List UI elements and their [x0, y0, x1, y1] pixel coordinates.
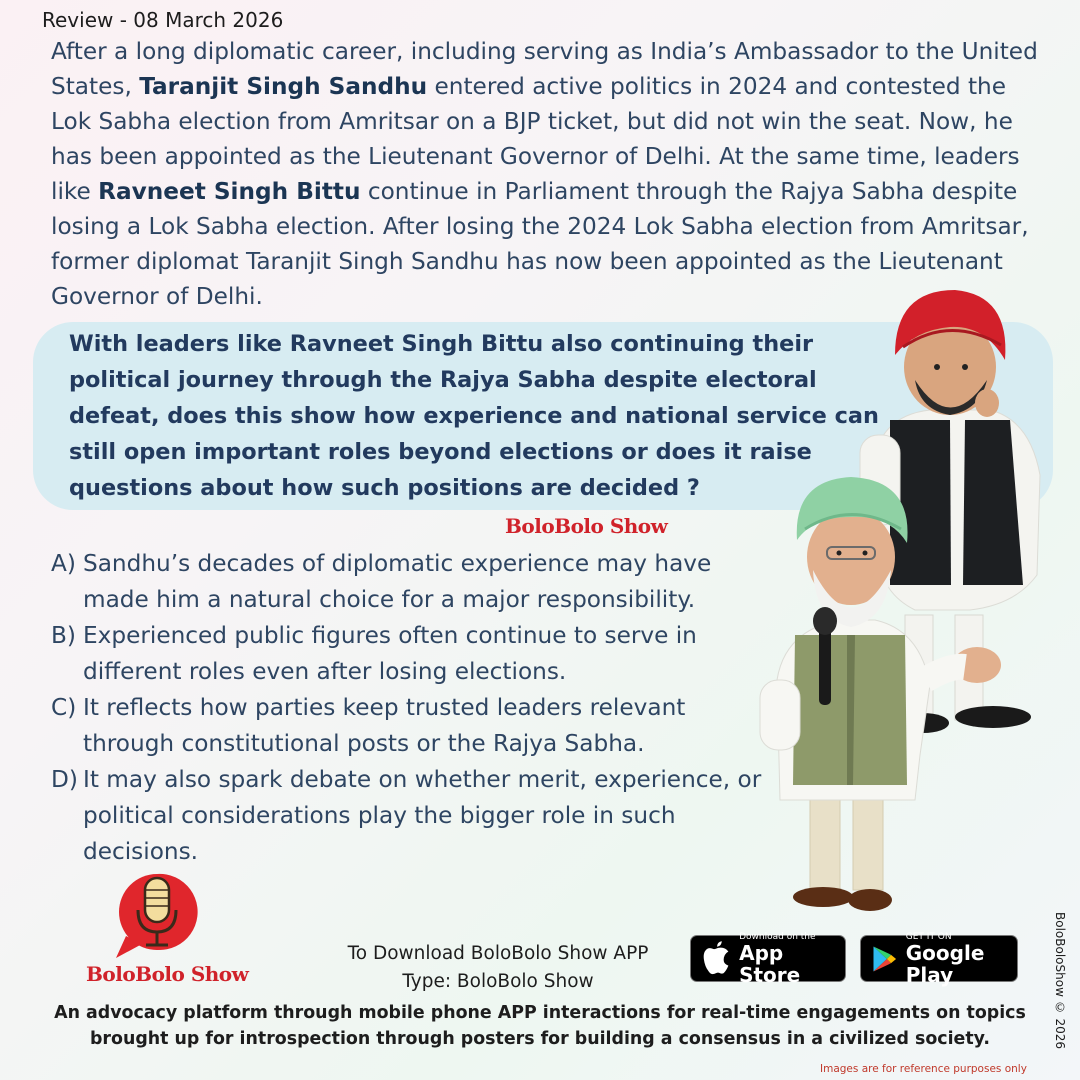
google-play-badge[interactable] — [860, 931, 1018, 987]
download-line-1: To Download BoloBolo Show APP — [347, 943, 649, 964]
option-d — [51, 762, 771, 870]
option-text: It may also spark debate on whether merit, experience, or political considerations play the bigger role in such decisions. — [83, 766, 762, 865]
option-a — [51, 546, 771, 618]
app-store-big-text: App Store — [739, 940, 801, 987]
app-store-small-text: Download on the — [739, 931, 816, 942]
app-store-badge[interactable] — [690, 931, 846, 987]
intro-name-sandhu: Taranjit Singh Sandhu — [139, 73, 428, 100]
footer-brand-name: BoloBolo Show — [86, 962, 249, 986]
google-play-icon — [871, 942, 898, 976]
option-letter: C) — [51, 694, 77, 721]
image-disclaimer: Images are for reference purposes only — [820, 1063, 1027, 1075]
platform-tagline: An advocacy platform through mobile phone APP interactions for real-time engagements on topics brought up for introspection through posters for building a consensus in a civilized society. — [54, 1003, 1026, 1049]
apple-icon — [701, 939, 733, 979]
intro-text-3: continue in Parliament through the Rajya Sabha despite losing a Lok Sabha election. After losing the 2024 Lok Sabha election from Amritsar, former diplomat Taranjit Singh Sandhu has now been appointed as the Lieutenant Governor of Delhi. — [51, 178, 1029, 310]
option-text: Sandhu’s decades of diplomatic experience may have made him a natural choice for a major responsibility. — [83, 550, 712, 613]
option-text: It reflects how parties keep trusted leaders relevant through constitutional posts or the Rajya Sabha. — [83, 694, 686, 757]
intro-text-2: entered active politics in 2024 and contested the Lok Sabha election from Amritsar on a BJP ticket, but did not win the seat. Now, he has been appointed as the Lieutenant Governor of Delhi. At the same time, leaders like — [51, 73, 1020, 205]
question-text: With leaders like Ravneet Singh Bittu also continuing their political journey through the Rajya Sabha despite electoral defeat, does this show how experience and national service can still open important roles beyond elections or does it raise questions about how such positions are decided ? — [69, 331, 879, 501]
microphone-icon — [112, 866, 202, 961]
intro-text-1: After a long diplomatic career, including serving as India’s Ambassador to the United States, — [51, 38, 1038, 100]
bolobolo-mic-logo — [112, 866, 202, 961]
options-list — [51, 546, 771, 870]
intro-name-bittu: Ravneet Singh Bittu — [98, 178, 361, 205]
download-line-2: Type: BoloBolo Show — [402, 971, 594, 992]
option-text: Experienced public figures often continue to serve in different roles even after losing elections. — [83, 622, 697, 685]
caricature-illustration — [755, 285, 1055, 945]
google-play-small-text: GET IT ON — [905, 931, 952, 942]
google-play-big-text: Google Play — [905, 940, 985, 987]
review-date: Review - 08 March 2026 — [42, 8, 284, 32]
copyright-vertical: BoloBoloShow © 2026 — [1053, 912, 1067, 1050]
option-c — [51, 690, 771, 762]
option-b — [51, 618, 771, 690]
download-instructions — [300, 940, 696, 996]
option-letter: A) — [51, 550, 76, 577]
intro-paragraph — [51, 34, 1041, 314]
caricature-svg — [755, 285, 1055, 945]
option-letter: D) — [51, 766, 78, 793]
brand-watermark: BoloBolo Show — [505, 514, 668, 538]
option-letter: B) — [51, 622, 76, 649]
